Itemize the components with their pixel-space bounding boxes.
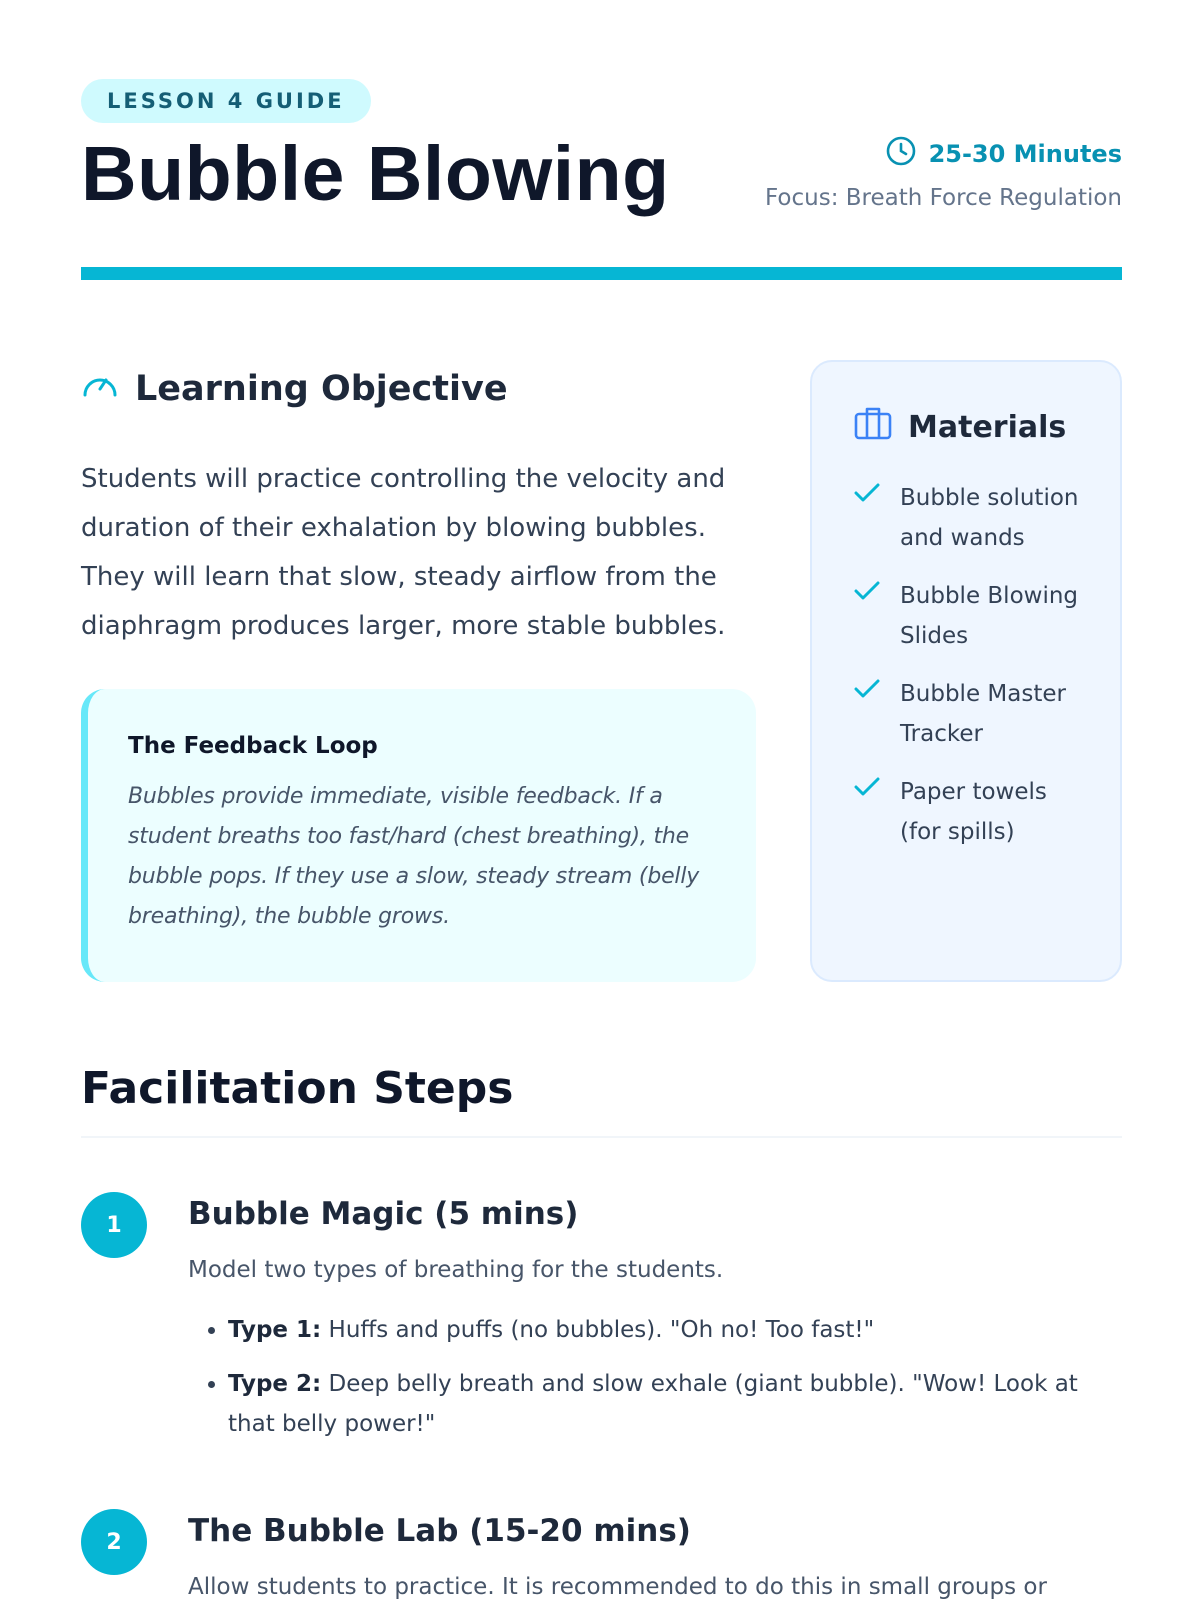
material-item [854,576,1090,656]
step-body [188,1509,1122,1607]
page-title: Bubble Blowing [81,131,670,217]
step-description: Model two types of breathing for the students. [188,1257,724,1283]
steps-heading: Facilitation Steps [81,1063,514,1114]
callout-text: Bubbles provide immediate, visible feedback. If a student breaths too fast/hard (chest breathing), the bubble pops. If they use a slow, steady stream (belly breathing), the bubble grows. [128,784,700,929]
materials-list [854,478,1090,852]
step-title: Bubble Magic (5 mins) [188,1196,579,1232]
objective-text: Students will practice controlling the velocity and duration of their exhalation by blowing bubbles. They will learn that slow, steady airflow from the diaphragm produces larger, more stable bubbles. [81,464,726,641]
lesson-badge: LESSON 4 GUIDE [81,79,371,123]
briefcase-icon [854,406,892,448]
material-label: Paper towels (for spills) [900,779,1047,845]
bullet-item [228,1310,1122,1350]
lesson-meta [765,135,1122,211]
bullet-text: Huffs and puffs (no bubbles). "Oh no! Too fast!" [321,1317,875,1343]
feedback-callout [81,689,756,982]
clock-icon [885,135,917,173]
material-label: Bubble solution and wands [900,485,1079,551]
check-icon [854,478,880,558]
bullet-label: Type 2: [228,1371,322,1397]
check-icon [854,576,880,656]
step-number: 2 [81,1509,147,1575]
bullet-label: Type 1: [228,1317,322,1343]
check-icon [854,772,880,852]
duration-text: 25-30 Minutes [928,140,1122,168]
material-label: Bubble Master Tracker [900,681,1066,747]
bullet-text: Deep belly breath and slow exhale (giant bubble). "Wow! Look at that belly power!" [228,1371,1078,1437]
step-description: Allow students to practice. It is recommended to do this in small groups or [188,1574,1047,1600]
materials-panel [810,360,1122,982]
gauge-icon [81,365,119,412]
callout-title: The Feedback Loop [128,733,378,759]
bullet-item [228,1364,1122,1444]
steps-divider [81,1136,1122,1138]
objective-heading-text: Learning Objective [135,368,508,409]
materials-heading [854,406,1090,448]
material-item [854,674,1090,754]
step-title: The Bubble Lab (15-20 mins) [188,1513,691,1549]
material-label: Bubble Blowing Slides [900,583,1079,649]
objective-heading [81,365,508,412]
step-number: 1 [81,1192,147,1258]
duration [765,135,1122,173]
step-body [188,1192,1122,1458]
step-bullets [188,1310,1122,1444]
focus-text: Focus: Breath Force Regulation [765,185,1122,211]
header-divider [81,267,1122,280]
material-item [854,772,1090,852]
check-icon [854,674,880,754]
material-item [854,478,1090,558]
materials-heading-text: Materials [908,409,1067,445]
